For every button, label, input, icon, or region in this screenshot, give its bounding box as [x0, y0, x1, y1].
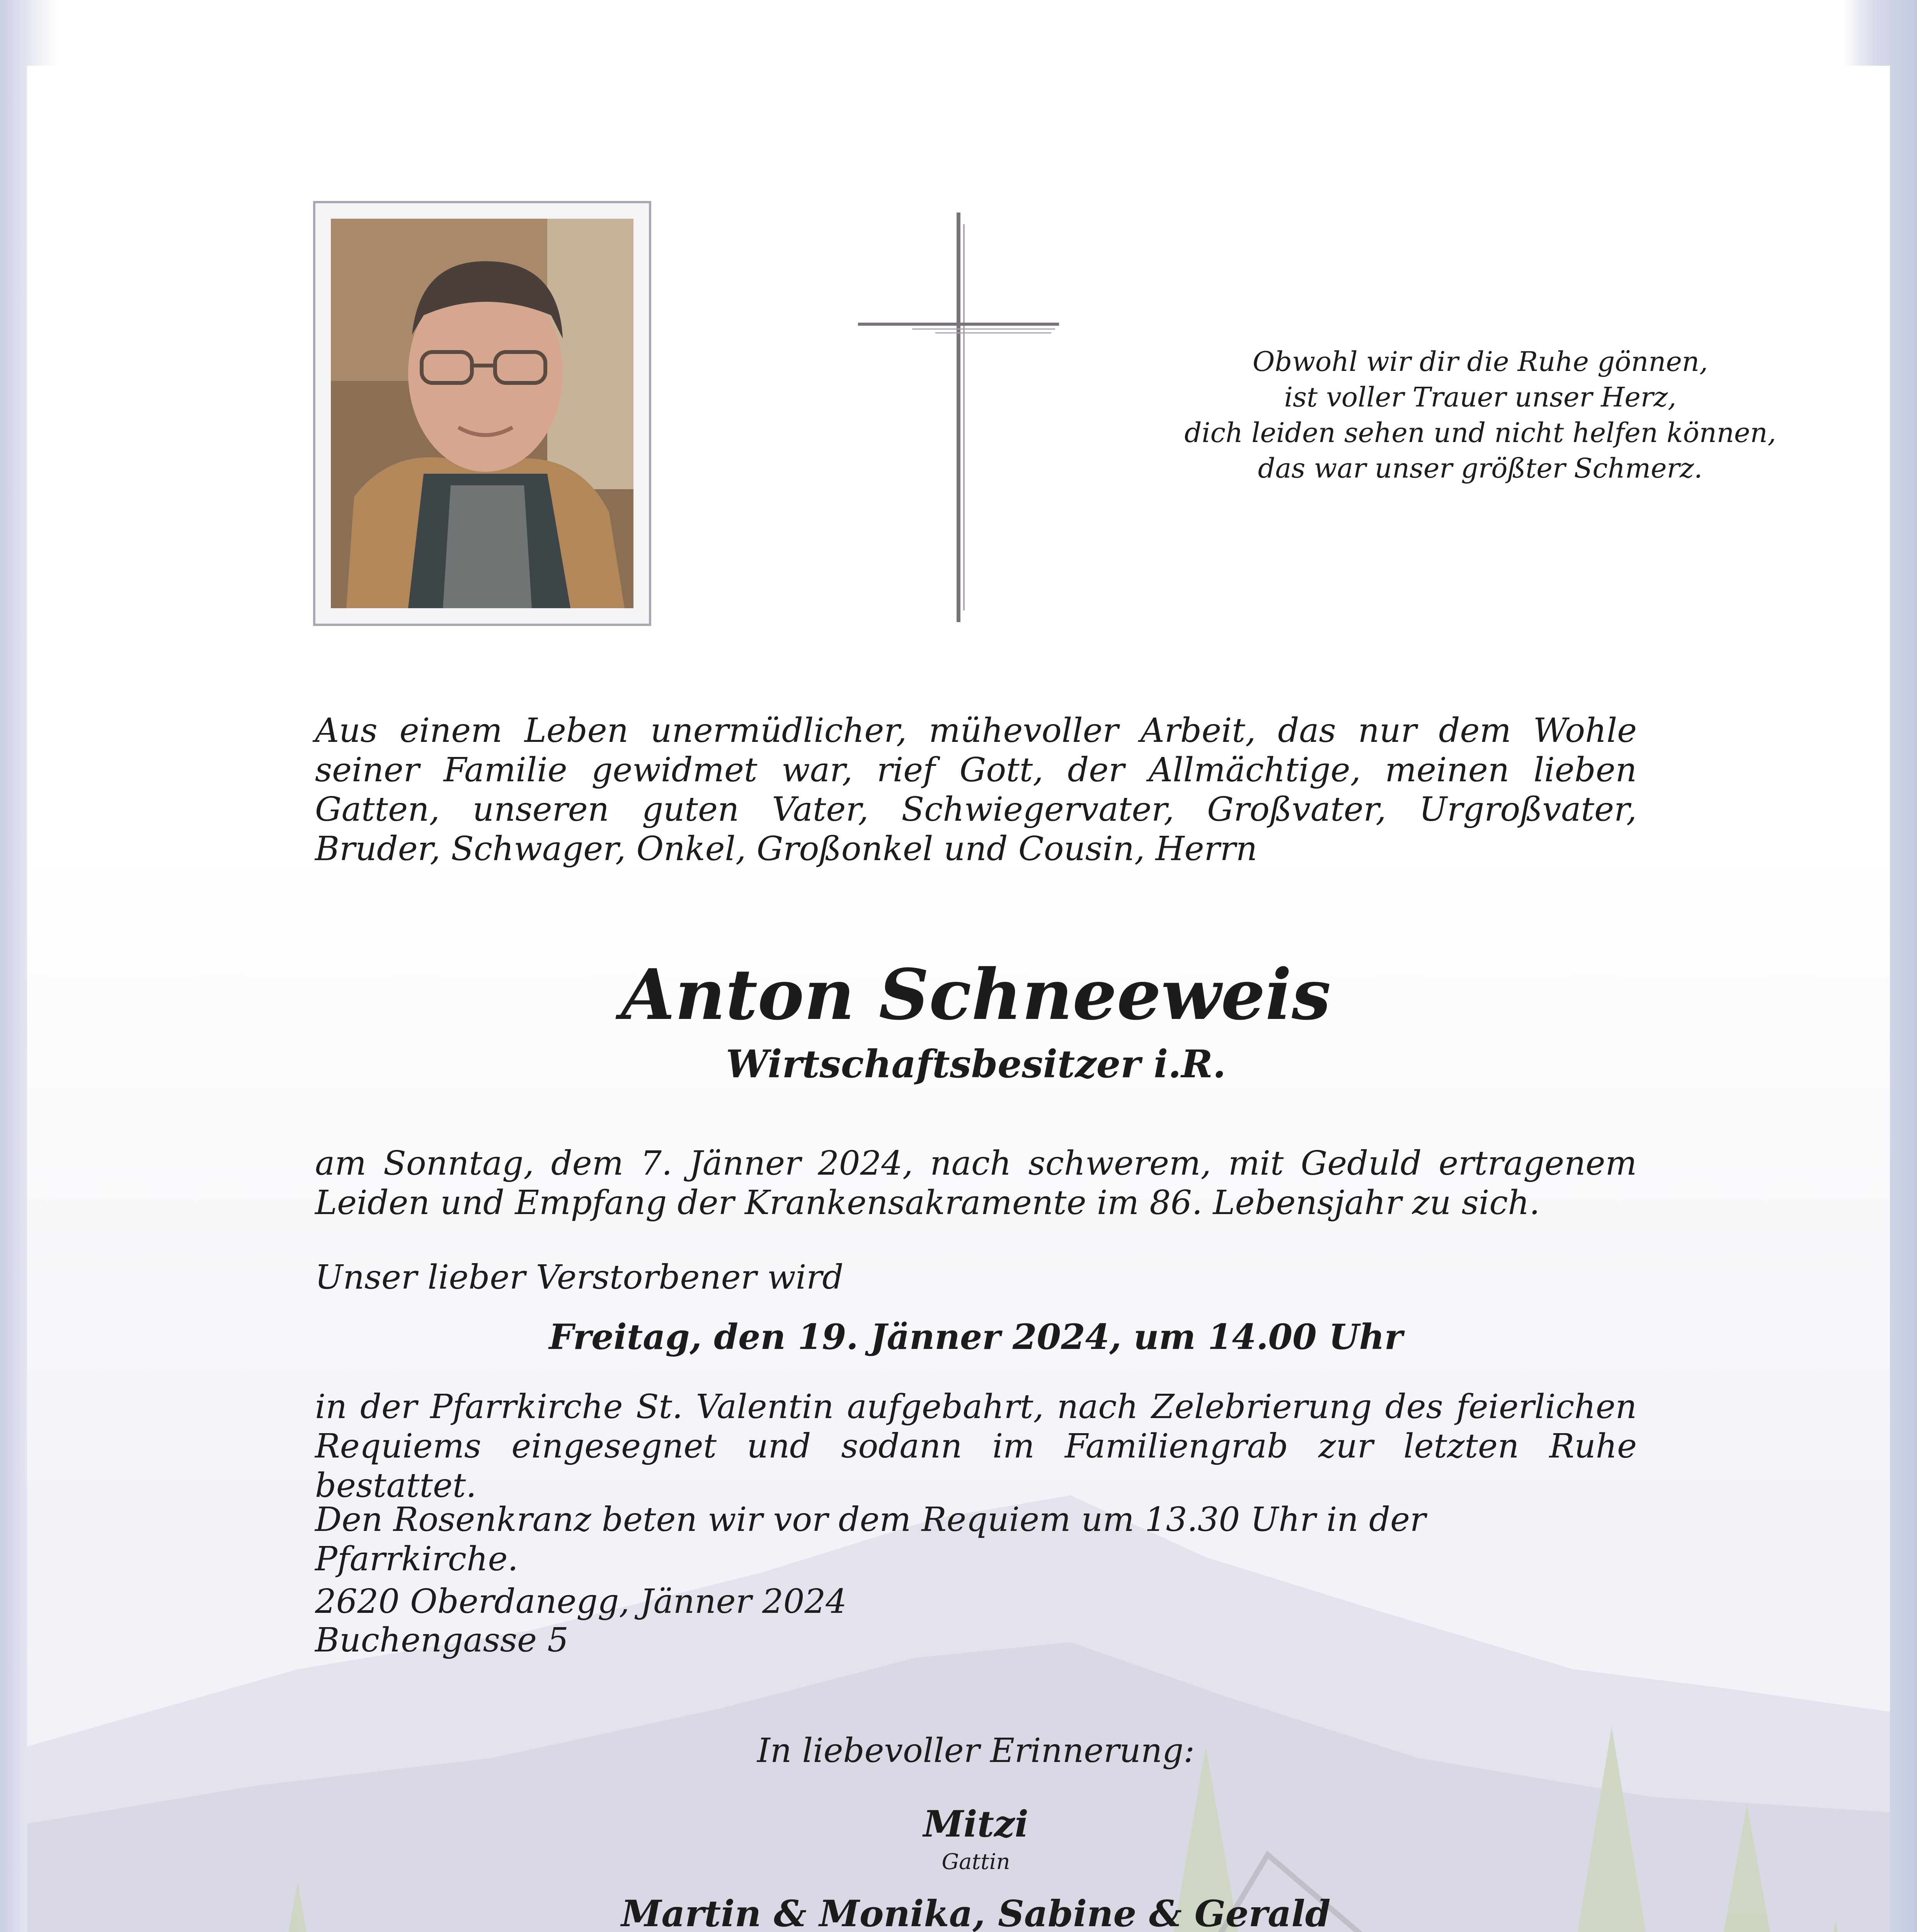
place-line: 2620 Oberdanegg, Jänner 2024 — [315, 1582, 847, 1621]
funeral-details-paragraph: in der Pfarrkirche St. Valentin aufgebahrt, nach Zelebrierung des feierlichen Requiems eingesegnet und sodann im Familiengrab zur letzten Ruhe bestattet. — [315, 1388, 1637, 1505]
memorial-poem — [1183, 344, 1778, 486]
mourner-role: Gattin — [941, 1849, 1010, 1874]
funeral-intro-text: Unser lieber Verstorbener wird — [315, 1258, 844, 1297]
funeral-datetime: Freitag, den 19. Jänner 2024, um 14.00 Uhr — [549, 1316, 1403, 1357]
death-paragraph: am Sonntag, dem 7. Jänner 2024, nach schwerem, mit Geduld ertragenem Leiden und Empfang der Krankensakramente im 86. Lebensjahr zu sich. — [315, 1144, 1637, 1222]
mourner-group — [315, 1890, 1637, 1932]
address-line: Buchengasse 5 — [315, 1621, 569, 1660]
poem-line: ist voller Trauer unser Herz, — [1284, 381, 1677, 413]
mourners-list — [315, 1801, 1637, 1932]
mourner-group — [315, 1801, 1637, 1876]
deceased-title: Wirtschaftsbesitzer i.R. — [726, 1042, 1226, 1087]
poem-line: das war unser größter Schmerz. — [1258, 452, 1703, 484]
mourner-names: Mitzi — [923, 1803, 1029, 1845]
obituary-page — [27, 66, 1890, 1932]
place-and-date — [315, 1582, 1637, 1660]
poem-line: dich leiden sehen und nicht helfen können, — [1184, 417, 1776, 449]
portrait-frame — [313, 201, 651, 626]
deceased-name: Anton Schneeweis — [621, 954, 1331, 1036]
deceased-portrait-photo — [331, 219, 633, 608]
poem-line: Obwohl wir dir die Ruhe gönnen, — [1252, 346, 1708, 378]
intro-paragraph: Aus einem Leben unermüdlicher, mühevoller Arbeit, das nur dem Wohle seiner Familie gewidmet war, rief Gott, der Allmächtige, meinen lieben Gatten, unseren guten Vater, Schwiegervater, Großvater, Urgroßvater, Bruder, Schwager, Onkel, Großonkel und Cousin, Herrn — [315, 711, 1637, 868]
rosary-text: Den Rosenkranz beten wir vor dem Requiem um 13.30 Uhr in der Pfarrkirche. — [315, 1500, 1426, 1578]
mourner-names: Martin & Monika, Sabine & Gerald — [621, 1893, 1331, 1932]
memory-heading: In liebevoller Erinnerung: — [757, 1731, 1195, 1770]
cross-icon — [858, 213, 1059, 622]
